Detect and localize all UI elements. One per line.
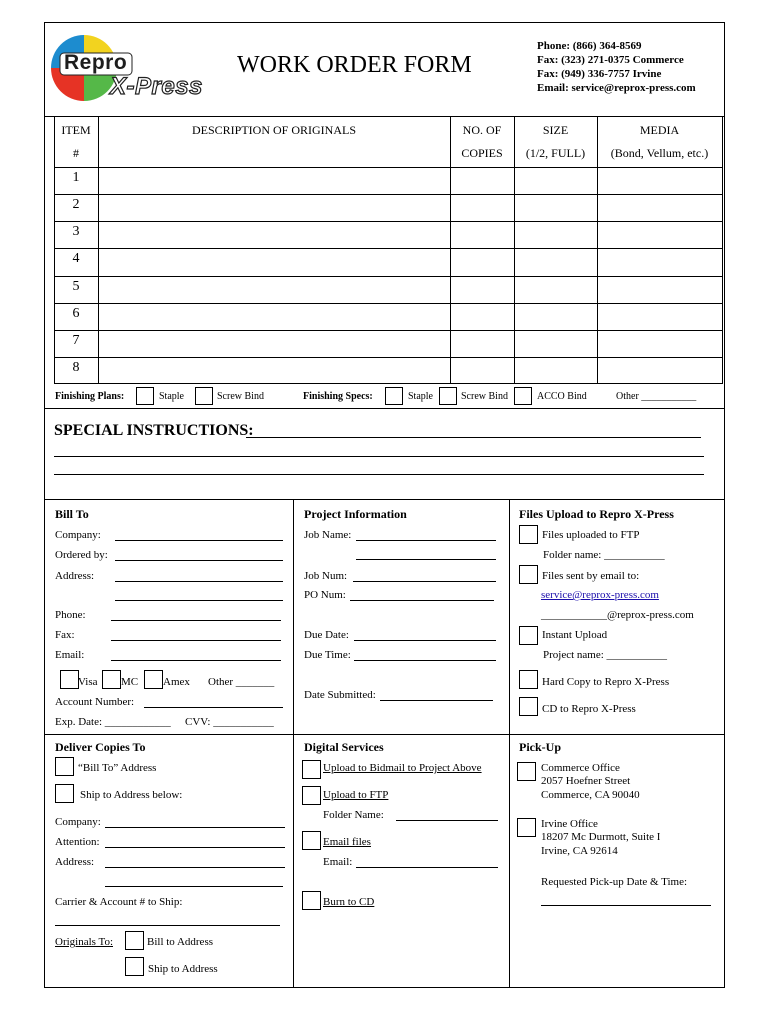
row-number: 1	[72, 170, 80, 185]
contact-email: Email: service@reprox-press.com	[537, 82, 696, 94]
carrier-input[interactable]	[55, 925, 280, 926]
ship-below-label: Ship to Address below:	[80, 789, 183, 801]
bill-to-heading: Bill To	[55, 507, 89, 521]
contact-fax-irvine: Fax: (949) 336-7757 Irvine	[537, 68, 662, 80]
instant-upload-checkbox[interactable]	[519, 626, 538, 645]
plans-staple-label: Staple	[159, 391, 184, 402]
carrier-label: Carrier & Account # to Ship:	[55, 896, 183, 908]
bill-to-address-label: “Bill To” Address	[78, 762, 157, 774]
instant-upload-label: Instant Upload	[542, 629, 608, 641]
plans-screw-bind-label: Screw Bind	[217, 391, 264, 402]
email-files-label[interactable]: Email files	[323, 836, 371, 848]
finishing-plans-label: Finishing Plans:	[55, 391, 125, 402]
ftp-upload-checkbox[interactable]	[519, 525, 538, 544]
hard-copy-label: Hard Copy to Repro X-Press	[542, 676, 670, 688]
irvine-office-checkbox[interactable]	[517, 818, 536, 837]
due-time-input[interactable]	[354, 660, 496, 661]
digital-folder-input[interactable]	[396, 820, 498, 821]
deliver-address-input-1[interactable]	[105, 867, 285, 868]
col-header-media: MEDIA	[639, 123, 680, 137]
alt-email-field[interactable]: ____________@reprox-press.com	[541, 609, 694, 621]
plans-staple-checkbox[interactable]	[136, 387, 154, 405]
project-info-heading: Project Information	[304, 507, 407, 521]
ship-below-checkbox[interactable]	[55, 784, 74, 803]
bill-email-input[interactable]	[111, 660, 281, 661]
specs-staple-label: Staple	[408, 391, 433, 402]
col-header-description: DESCRIPTION OF ORIGINALS	[191, 123, 356, 137]
mc-checkbox[interactable]	[102, 670, 121, 689]
commerce-office-name: Commerce Office	[541, 762, 620, 774]
col-header-size: SIZE	[542, 123, 569, 137]
row-number: 5	[72, 279, 80, 294]
bill-company-label: Company:	[55, 529, 101, 541]
job-name-input-1[interactable]	[356, 540, 496, 541]
due-time-label: Due Time:	[304, 649, 351, 661]
row-number: 7	[72, 333, 80, 348]
files-upload-heading: Files Upload to Repro X-Press	[519, 507, 674, 521]
row-number: 3	[72, 224, 80, 239]
email-files-checkbox[interactable]	[302, 831, 321, 850]
pickup-datetime-input[interactable]	[541, 905, 711, 906]
project-name-field[interactable]: Project name: ___________	[543, 649, 668, 661]
deliver-heading: Deliver Copies To	[55, 740, 146, 754]
row-number: 8	[72, 360, 80, 375]
job-name-label: Job Name:	[304, 529, 352, 541]
exp-date-field[interactable]: Exp. Date: ____________	[55, 716, 171, 728]
specs-screw-bind-checkbox[interactable]	[439, 387, 457, 405]
bill-email-label: Email:	[55, 649, 85, 661]
due-date-label: Due Date:	[304, 629, 349, 641]
bill-company-input[interactable]	[115, 540, 283, 541]
bill-fax-label: Fax:	[55, 629, 75, 641]
upload-ftp-label[interactable]: Upload to FTP	[323, 789, 389, 801]
specs-screw-bind-label: Screw Bind	[461, 391, 508, 402]
date-submitted-input[interactable]	[380, 700, 493, 701]
bill-phone-input[interactable]	[111, 620, 281, 621]
originals-bill-label: Bill to Address	[147, 936, 214, 948]
bill-address-input-1[interactable]	[115, 581, 283, 582]
contact-fax-commerce: Fax: (323) 271-0375 Commerce	[537, 54, 684, 66]
cvv-field[interactable]: CVV: ___________	[185, 716, 274, 728]
due-date-input[interactable]	[354, 640, 496, 641]
finishing-specs-label: Finishing Specs:	[303, 391, 373, 402]
irvine-office-street: 18207 Mc Durmott, Suite I	[541, 831, 661, 843]
bill-fax-input[interactable]	[111, 640, 281, 641]
ftp-upload-label: Files uploaded to FTP	[542, 529, 640, 541]
originals-bill-checkbox[interactable]	[125, 931, 144, 950]
job-num-input[interactable]	[353, 581, 496, 582]
page-title: WORK ORDER FORM	[237, 52, 472, 78]
bill-phone-label: Phone:	[55, 609, 86, 621]
mc-label: MC	[121, 676, 139, 688]
deliver-address-label: Address:	[55, 856, 95, 868]
originals-ship-checkbox[interactable]	[125, 957, 144, 976]
row-number: 2	[72, 197, 80, 212]
irvine-office-name: Irvine Office	[541, 818, 598, 830]
cd-checkbox[interactable]	[519, 697, 538, 716]
digital-services-heading: Digital Services	[304, 740, 384, 754]
job-num-label: Job Num:	[304, 570, 348, 582]
bill-ordered-by-input[interactable]	[115, 560, 283, 561]
col-header-item-hash: #	[73, 146, 79, 160]
service-email-link[interactable]: service@reprox-press.com	[541, 589, 659, 601]
hard-copy-checkbox[interactable]	[519, 670, 538, 689]
account-number-label: Account Number:	[55, 696, 135, 708]
digital-email-input[interactable]	[356, 867, 498, 868]
specs-other-field[interactable]: Other ___________	[616, 391, 697, 402]
pickup-heading: Pick-Up	[519, 740, 561, 754]
bill-address-input-2[interactable]	[115, 600, 283, 601]
bill-ordered-by-label: Ordered by:	[55, 549, 108, 561]
specs-acco-bind-label: ACCO Bind	[537, 391, 587, 402]
bidmail-label[interactable]: Upload to Bidmail to Project Above	[323, 762, 482, 774]
items-table	[44, 116, 725, 384]
other-card-field[interactable]: Other _______	[208, 676, 275, 688]
company-logo	[50, 33, 203, 105]
irvine-office-city: Irvine, CA 92614	[541, 845, 618, 857]
specs-acco-bind-checkbox[interactable]	[514, 387, 532, 405]
bill-to-address-checkbox[interactable]	[55, 757, 74, 776]
column-divider-2	[509, 499, 510, 988]
burn-cd-checkbox[interactable]	[302, 891, 321, 910]
originals-ship-label: Ship to Address	[148, 963, 218, 975]
section-divider-2	[44, 734, 725, 735]
section-divider	[44, 499, 725, 500]
account-number-input[interactable]	[144, 707, 283, 708]
amex-checkbox[interactable]	[144, 670, 163, 689]
row-number: 6	[72, 306, 80, 321]
col-header-media-2: (Bond, Vellum, etc.)	[610, 146, 709, 160]
upload-ftp-checkbox[interactable]	[302, 786, 321, 805]
finishing-divider	[44, 408, 725, 409]
col-header-item: ITEM	[61, 123, 91, 137]
visa-checkbox[interactable]	[60, 670, 79, 689]
deliver-attention-label: Attention:	[55, 836, 100, 848]
special-instructions-line-2[interactable]	[54, 456, 704, 457]
row-number: 4	[72, 251, 80, 266]
cd-label: CD to Repro X-Press	[542, 703, 636, 715]
col-header-copies-2: COPIES	[461, 146, 503, 160]
deliver-company-input[interactable]	[105, 827, 285, 828]
date-submitted-label: Date Submitted:	[304, 689, 376, 701]
contact-phone: Phone: (866) 364-8569	[537, 40, 642, 52]
digital-folder-label: Folder Name:	[323, 809, 384, 821]
amex-label: Amex	[163, 676, 190, 688]
deliver-attention-input[interactable]	[105, 847, 285, 848]
email-sent-label: Files sent by email to:	[542, 570, 640, 582]
commerce-office-street: 2057 Hoefner Street	[541, 775, 631, 787]
col-header-size-2: (1/2, FULL)	[525, 146, 586, 160]
specs-staple-checkbox[interactable]	[385, 387, 403, 405]
job-name-input-2[interactable]	[356, 559, 496, 560]
plans-screw-bind-checkbox[interactable]	[195, 387, 213, 405]
digital-email-label: Email:	[323, 856, 353, 868]
special-instructions-label: SPECIAL INSTRUCTIONS:	[54, 422, 254, 439]
logo-text-bottom: X-Press	[110, 73, 203, 100]
bill-address-label: Address:	[55, 570, 95, 582]
special-instructions-line-3[interactable]	[54, 474, 704, 475]
column-divider-1	[293, 499, 294, 988]
bidmail-checkbox[interactable]	[302, 760, 321, 779]
po-num-label: PO Num:	[304, 589, 346, 601]
deliver-address-input-2[interactable]	[105, 886, 283, 887]
email-sent-checkbox[interactable]	[519, 565, 538, 584]
commerce-office-city: Commerce, CA 90040	[541, 789, 640, 801]
originals-to-label: Originals To:	[55, 936, 113, 948]
folder-name-field[interactable]: Folder name: ___________	[543, 549, 665, 561]
pickup-datetime-label: Requested Pick-up Date & Time:	[541, 876, 688, 888]
deliver-company-label: Company:	[55, 816, 101, 828]
logo-text-top: Repro	[64, 51, 128, 74]
commerce-office-checkbox[interactable]	[517, 762, 536, 781]
col-header-copies: NO. OF	[462, 123, 502, 137]
visa-label: Visa	[78, 676, 98, 688]
burn-cd-label[interactable]: Burn to CD	[323, 896, 375, 908]
po-num-input[interactable]	[350, 600, 494, 601]
special-instructions-line-1[interactable]	[246, 437, 701, 438]
